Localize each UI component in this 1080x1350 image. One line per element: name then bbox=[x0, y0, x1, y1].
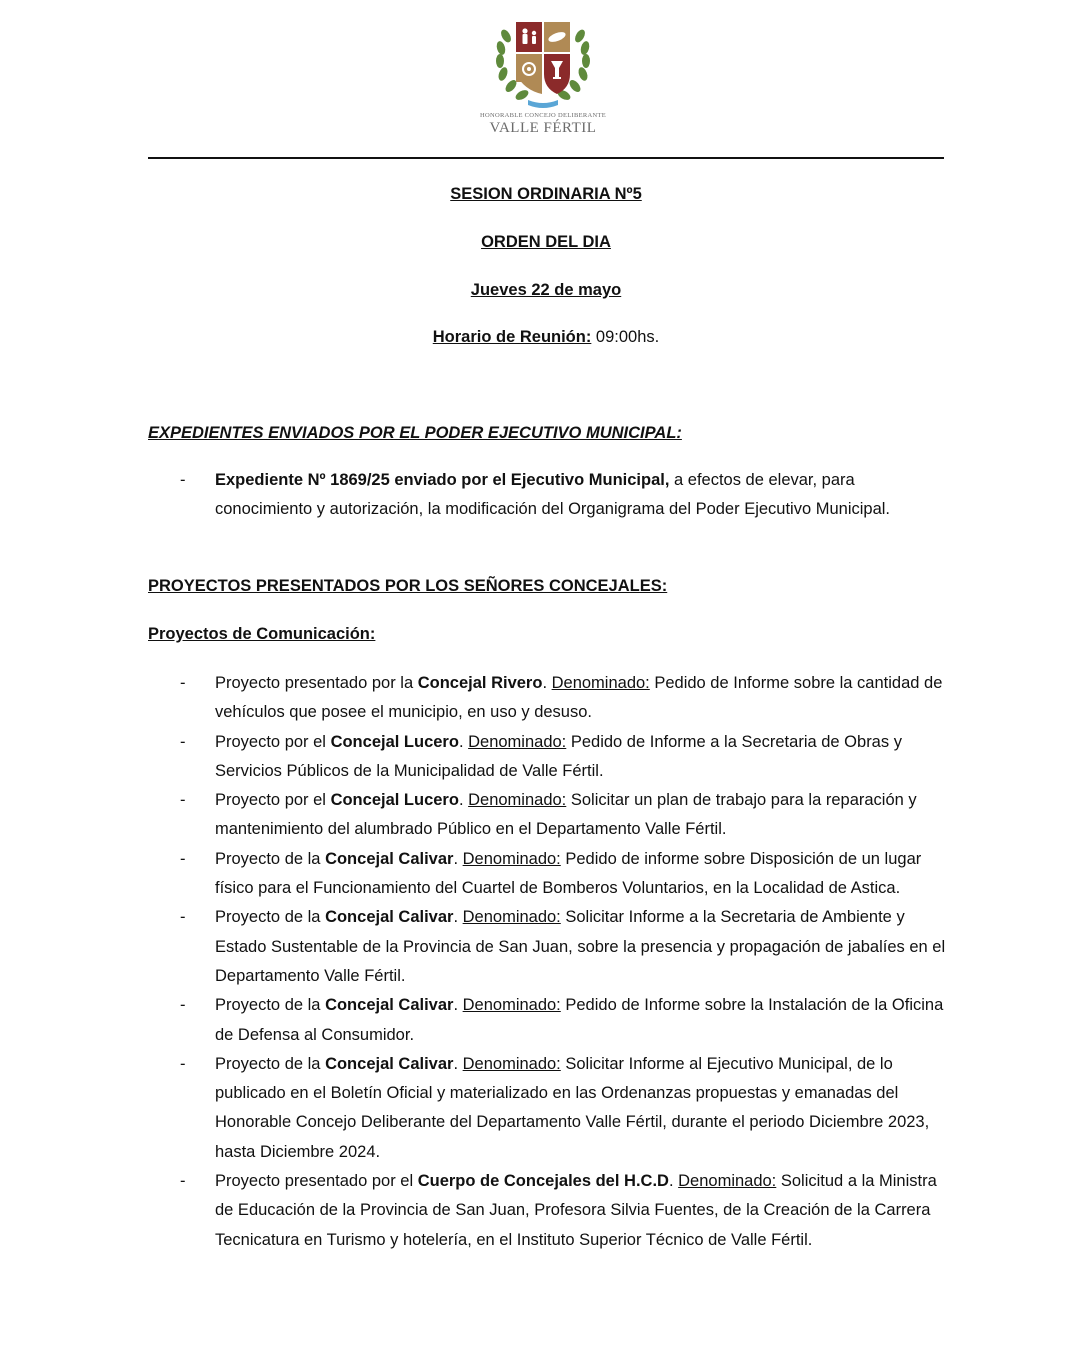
list-dash: - bbox=[180, 471, 186, 489]
exec-list bbox=[148, 466, 948, 525]
list-item: - Proyecto de la Concejal Calivar. Denominado: Solicitar Informe a la Secretaria de Ambiente y Estado Sustentable de la Provincia de San Juan, sobre la presencia y propagación de jabalíes en el Departamento Valle Fértil. bbox=[148, 903, 948, 991]
meeting-time-label: Horario de Reunión: bbox=[432, 328, 592, 346]
item-author: Concejal Calivar bbox=[325, 849, 454, 868]
list-item bbox=[148, 466, 948, 525]
item-pre: Proyecto presentado por la bbox=[215, 674, 418, 692]
item-text: Solicitar Informe al Ejecutivo Municipal, de lo publicado en el Boletín Oficial y materializado en las Ordenanzas propuestas y emanadas del Honorable Concejo Deliberante del Departamento Valle Fértil, durante el periodo Diciembre 2023, hasta Diciembre 2024. bbox=[215, 1054, 930, 1161]
list-dash: - bbox=[180, 996, 186, 1015]
item-text: Solicitar un plan de trabajo para la reparación y mantenimiento del alumbrado Público en el Departamento Valle Fértil. bbox=[215, 791, 917, 839]
expediente-ref: Expediente Nº 1869/25 enviado por el Ejecutivo Municipal, bbox=[215, 471, 670, 489]
list-dash: - bbox=[180, 1054, 186, 1073]
item-author: Concejal Calivar bbox=[325, 1054, 454, 1073]
communication-subheading: Proyectos de Comunicación: bbox=[148, 625, 376, 643]
item-author: Concejal Rivero bbox=[417, 674, 543, 692]
item-denominado: Denominado: bbox=[462, 996, 561, 1015]
item-denominado: Denominado: bbox=[468, 791, 567, 810]
item-text: Pedido de Informe a la Secretaria de Obras y Servicios Públicos de la Municipalidad de Valle Fértil. bbox=[215, 732, 902, 780]
meeting-time-value: 09:00hs. bbox=[591, 328, 660, 346]
list-item: - Proyecto de la Concejal Calivar. Denominado: Solicitar Informe al Ejecutivo Municipal, de lo publicado en el Boletín Oficial y materializado en las Ordenanzas propuestas y emanadas del Honorable Concejo Deliberante del Departamento Valle Fértil, durante el periodo Diciembre 2023, hasta Diciembre 2024. bbox=[148, 1050, 948, 1167]
item-author: Concejal Lucero bbox=[330, 732, 459, 751]
list-item: - Proyecto de la Concejal Calivar. Denominado: Pedido de informe sobre Disposición de un lugar físico para el Funcionamiento del Cuartel de Bomberos Voluntarios, en la Localidad de Astica. bbox=[148, 845, 948, 904]
item-author: Concejal Lucero bbox=[330, 791, 459, 810]
list-dash: - bbox=[180, 674, 186, 692]
list-item: - Proyecto presentado por el Cuerpo de Concejales del H.C.D. Denominado: Solicitud a la Ministra de Educación de la Provincia de San Juan, Profesora Silvia Fuentes, de la Creación de la Carrera Tecnicatura en Turismo y hotelería, en el Instituto Superior Técnico de Valle Fértil. bbox=[148, 1167, 948, 1255]
session-title: SESION ORDINARIA Nº5 bbox=[450, 185, 642, 203]
list-item: - Proyecto de la Concejal Calivar. Denominado: Pedido de Informe sobre la Instalación de la Oficina de Defensa al Consumidor. bbox=[148, 991, 948, 1050]
item-pre: Proyecto de la bbox=[215, 996, 326, 1015]
meeting-date: Jueves 22 de mayo bbox=[470, 281, 622, 299]
item-pre: Proyecto de la bbox=[215, 1054, 326, 1073]
item-pre: Proyecto presentado por el bbox=[215, 1172, 418, 1191]
item-denominado: Denominado: bbox=[462, 849, 561, 868]
header-divider bbox=[148, 157, 944, 159]
item-text: Solicitud a la Ministra de Educación de la Provincia de San Juan, Profesora Silvia Fuentes, de la Creación de la Carrera Tecnicatura en Turismo y hotelería, en el Instituto Superior Técnico de Valle Fértil. bbox=[215, 1172, 937, 1249]
list-dash: - bbox=[180, 791, 186, 810]
item-pre: Proyecto de la bbox=[215, 908, 326, 927]
list-dash: - bbox=[180, 849, 186, 868]
item-denominado: Denominado: bbox=[551, 674, 650, 692]
item-text: Pedido de informe sobre Disposición de un lugar físico para el Funcionamiento del Cuartel de Bomberos Voluntarios, en la Localidad de Astica. bbox=[215, 849, 922, 898]
list-dash: - bbox=[180, 908, 186, 927]
item-text: Solicitar Informe a la Secretaria de Ambiente y Estado Sustentable de la Provincia de San Juan, sobre la presencia y propagación de jabalíes en el Departamento Valle Fértil. bbox=[215, 908, 946, 985]
list-item: - Proyecto por el Concejal Lucero. Denominado: Solicitar un plan de trabajo para la reparación y mantenimiento del alumbrado Público en el Departamento Valle Fértil. bbox=[148, 786, 948, 845]
coat-of-arms-icon bbox=[488, 14, 598, 110]
item-text: a efectos de elevar, para conocimiento y autorización, la modificación del Organigrama del Poder Ejecutivo Municipal. bbox=[215, 471, 891, 519]
list-item: - Proyecto presentado por la Concejal Rivero. Denominado: Pedido de Informe sobre la cantidad de vehículos que posee el municipio, en uso y desuso. bbox=[148, 669, 948, 728]
order-title: ORDEN DEL DIA bbox=[481, 233, 611, 251]
item-author: Concejal Calivar bbox=[325, 908, 454, 927]
list-dash: - bbox=[180, 1172, 186, 1191]
logo-line-small: HONORABLE CONCEJO DELIBERANTE bbox=[479, 112, 607, 119]
projects-section-heading: PROYECTOS PRESENTADOS POR LOS SEÑORES CONCEJALES: bbox=[148, 577, 668, 595]
item-pre: Proyecto por el bbox=[215, 791, 331, 810]
item-text: Pedido de Informe sobre la cantidad de vehículos que posee el municipio, en uso y desuso. bbox=[215, 674, 943, 722]
item-author: Cuerpo de Concejales del H.C.D bbox=[417, 1172, 669, 1191]
meeting-time bbox=[0, 328, 1080, 347]
exec-section-heading: EXPEDIENTES ENVIADOS POR EL PODER EJECUTIVO MUNICIPAL: bbox=[148, 424, 682, 442]
item-denominado: Denominado: bbox=[678, 1172, 777, 1191]
projects-list bbox=[148, 669, 948, 1255]
item-author: Concejal Calivar bbox=[325, 996, 454, 1015]
council-logo bbox=[458, 14, 628, 140]
list-item: - Proyecto por el Concejal Lucero. Denominado: Pedido de Informe a la Secretaria de Obras y Servicios Públicos de la Municipalidad de Valle Fértil. bbox=[148, 728, 948, 787]
item-denominado: Denominado: bbox=[462, 1054, 561, 1073]
item-pre: Proyecto por el bbox=[215, 732, 331, 751]
item-text: Pedido de Informe sobre la Instalación de la Oficina de Defensa al Consumidor. bbox=[215, 996, 944, 1044]
item-denominado: Denominado: bbox=[462, 908, 561, 927]
item-denominado: Denominado: bbox=[468, 732, 567, 751]
list-dash: - bbox=[180, 732, 186, 751]
logo-line-big: VALLE FÉRTIL bbox=[489, 120, 597, 136]
item-pre: Proyecto de la bbox=[215, 849, 326, 868]
